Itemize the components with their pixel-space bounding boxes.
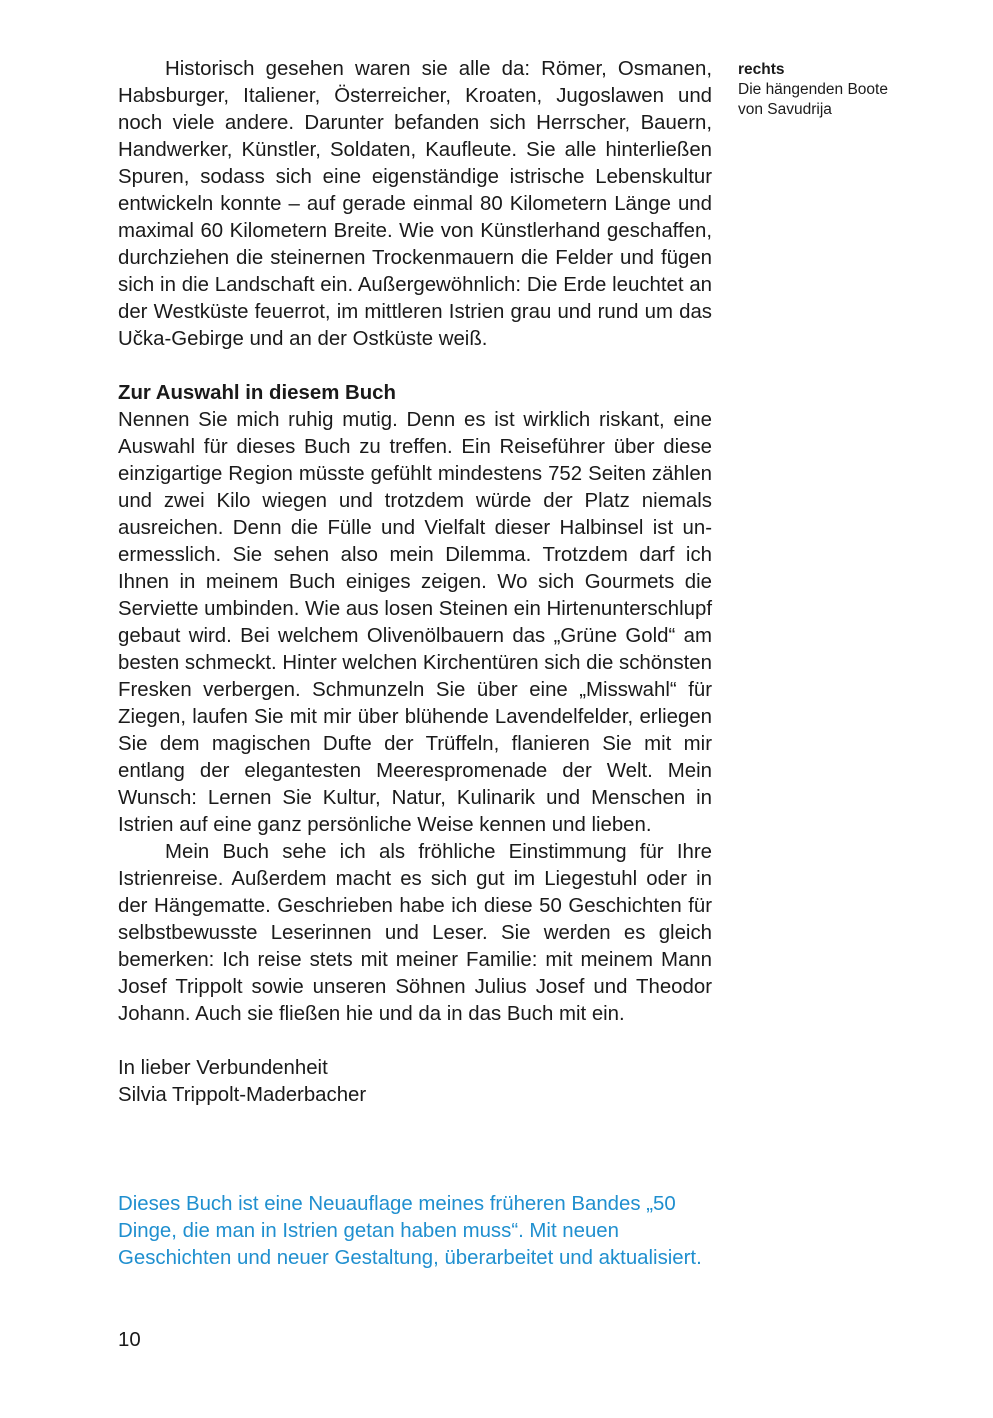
section-paragraph-2: Mein Buch sehe ich als fröhliche Einstimmung für Ihre Istrienreise. Außerdem macht es sich gut im Liegestuhl oder in der Hängematte. Geschrieben habe ich diese 50 Geschichten für selbstbewusste Leserinnen und Leser. Sie werden es gleich bemerken: Ich reise stets mit meiner Familie: mit meinem Mann Josef Trippolt sowie unseren Söhnen Julius Josef und Theodor Johann. Auch sie fließen hie und da in das Buch mit ein. [118,841,712,1025]
edition-note: Dieses Buch ist eine Neuauflage meines früheren Bandes „50 Dinge, die man in Istrien getan haben muss“. Mit neuen Geschichten und neuer Gestaltung, überarbeitet und aktualisiert. [118,1193,702,1269]
intro-paragraph: Historisch gesehen waren sie alle da: Römer, Osmanen, Habsburger, Italiener, Österreicher, Kroaten, Jugoslawen und noch viele andere. Darunter befanden sich Herrscher, Bauern, Handwerker, Künstler, Soldaten, Kaufleute. Sie alle hinterließen Spuren, sodass sich eine eigenständige istrische Lebenskultur entwickeln konnte – auf gerade einmal 80 Kilometern Länge und maximal 60 Kilometern Breite. Wie von Künstlerhand geschaffen, durchziehen die steinernen Trockenmauern die Felder und fügen sich in die Landschaft ein. Außergewöhnlich: Die Erde leuchtet an der Westküste feuerrot, im mittleren Istrien grau und rund um das Učka-Gebirge und an der Ostküste weiß. [118,58,712,350]
caption-text: Die hängenden Boote von Savudrija [738,81,888,118]
caption-label: rechts [738,61,785,78]
closing-greeting: In lieber Verbundenheit [118,1057,328,1079]
main-text-column [118,56,712,1109]
spacer [118,1028,712,1055]
page-number: 10 [118,1329,141,1351]
image-caption [738,60,898,120]
closing-author: Silvia Trippolt-Maderbacher [118,1084,367,1106]
section-heading: Zur Auswahl in diesem Buch [118,382,396,404]
section-paragraph-1: Nennen Sie mich ruhig mutig. Denn es ist wirklich riskant, eine Auswahl für dieses Buch zu treffen. Ein Reiseführer über diese einzigartige Region müsste gefühlt mindestens 752 Seiten zählen und zwei Kilo wiegen und trotzdem würde der Platz niemals ausreichen. Denn die Fülle und Vielfalt dieser Halbinsel ist unermesslich. Sie sehen also mein Dilemma. Trotzdem darf ich Ihnen in meinem Buch einiges zeigen. Wo sich Gourmets die Serviette umbinden. Wie aus losen Steinen ein Hirtenunterschlupf gebaut wird. Bei welchem Olivenölbauern das „Grüne Gold“ am besten schmeckt. Hinter welchen Kirchentüren sich die schönsten Fresken verbergen. Schmunzeln Sie über eine „Misswahl“ für Ziegen, laufen Sie mit mir über blühende Lavendelfelder, erliegen Sie dem magischen Dufte der Trüffeln, flanieren Sie mit mir entlang der elegantesten Meerespromenade der Welt. Mein Wunsch: Lernen Sie Kultur, Natur, Kulinarik und Menschen in Istrien auf eine ganz persönliche Weise kennen und lieben. [118,409,712,836]
